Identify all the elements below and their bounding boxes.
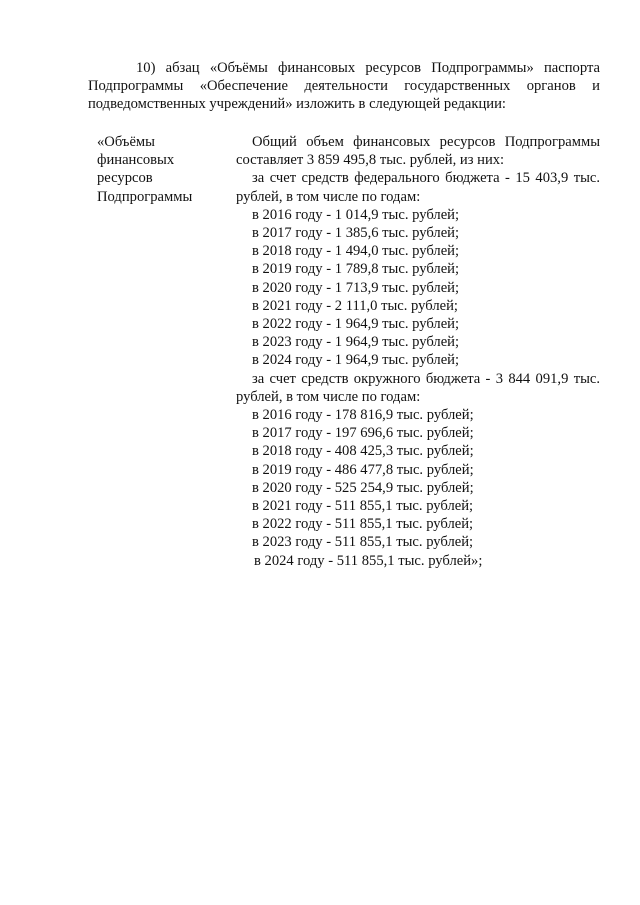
federal-year-line: в 2022 году - 1 964,9 тыс. рублей; xyxy=(252,316,460,333)
federal-year-line: в 2024 году - 1 964,9 тыс. рублей; xyxy=(252,352,460,369)
row-content xyxy=(236,133,600,570)
federal-year-line: в 2021 году - 2 111,0 тыс. рублей; xyxy=(252,297,458,314)
okrug-year-line: в 2023 году - 511 855,1 тыс. рублей; xyxy=(252,534,474,551)
okrug-year-line: в 2021 году - 511 855,1 тыс. рублей; xyxy=(252,498,474,515)
okrug-year-line: в 2019 году - 486 477,8 тыс. рублей; xyxy=(252,461,474,478)
intro-paragraph: 10) абзац «Объёмы финансовых ресурсов Подпрограммы» паспорта Подпрограммы «Обеспечение деятельности государственных органов и подведомственных учреждений» изложить в следующей редакции: xyxy=(88,60,600,113)
label-line: финансовых xyxy=(97,152,175,169)
federal-year-line: в 2018 году - 1 494,0 тыс. рублей; xyxy=(252,243,460,260)
label-line: ресурсов xyxy=(97,170,153,187)
federal-heading: за счет средств федерального бюджета - 15 403,9 тыс. рублей, в том числе по годам: xyxy=(236,170,600,205)
label-line: «Объёмы xyxy=(97,134,155,150)
federal-year-line: в 2016 году - 1 014,9 тыс. рублей; xyxy=(252,206,460,223)
label-line: Подпрограммы xyxy=(97,188,193,205)
federal-year-line: в 2023 году - 1 964,9 тыс. рублей; xyxy=(252,334,460,351)
federal-year-line: в 2017 году - 1 385,6 тыс. рублей; xyxy=(252,225,460,242)
okrug-year-line: в 2017 году - 197 696,6 тыс. рублей; xyxy=(252,425,474,442)
federal-year-line: в 2019 году - 1 789,8 тыс. рублей; xyxy=(252,261,460,278)
okrug-year-line: в 2022 году - 511 855,1 тыс. рублей; xyxy=(252,516,474,533)
okrug-year-line: в 2016 году - 178 816,9 тыс. рублей; xyxy=(252,407,474,424)
row-label xyxy=(97,133,217,206)
okrug-year-line: в 2018 году - 408 425,3 тыс. рублей; xyxy=(252,443,474,460)
total-paragraph: Общий объем финансовых ресурсов Подпрограммы составляет 3 859 495,8 тыс. рублей, из них: xyxy=(236,134,600,169)
okrug-year-line: в 2020 году - 525 254,9 тыс. рублей; xyxy=(252,479,474,496)
okrug-heading: за счет средств окружного бюджета - 3 844 091,9 тыс. рублей, в том числе по годам: xyxy=(236,370,600,405)
okrug-year-line: в 2024 году - 511 855,1 тыс. рублей»; xyxy=(254,552,483,569)
federal-year-line: в 2020 году - 1 713,9 тыс. рублей; xyxy=(252,279,460,296)
